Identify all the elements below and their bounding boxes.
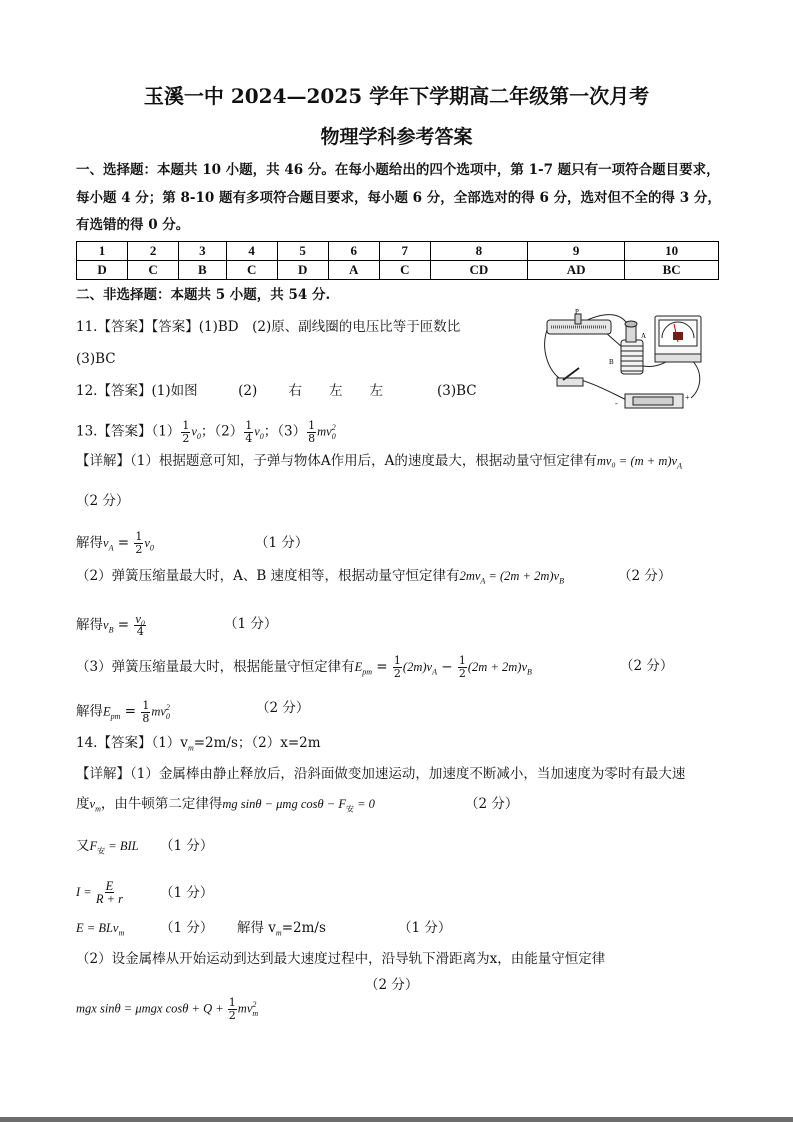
galvanometer-icon xyxy=(655,316,701,362)
q13-detail-5: （3）弹簧压缩量最大时，根据能量守恒定律有$E_{pm}$ = $\frac{1}{2}$ $(2m)v_A$ − $\frac{1}{2}$ $(2m + 2m)v_B$ xyxy=(76,654,532,680)
fraction: $\frac{1}{4}$ xyxy=(245,418,253,445)
q14-detail-2: 又$F_安$ = BIL xyxy=(76,838,139,856)
table-row-numbers xyxy=(77,242,719,261)
q13-detail-4: 解得$v_B$ = $\frac{\text{v₀}}{4}$ xyxy=(76,612,146,638)
page-title: 玉溪一中 2024—2025 学年下学期高二年级第一次月考 xyxy=(143,84,650,108)
q14-detail-4-score-2: （1 分） xyxy=(398,920,452,936)
q13-detail-5-score: （2 分） xyxy=(620,658,674,674)
q13-detail-6: 解得$E_{pm}$ = $\frac{1}{8}$ $mv^2_0$ xyxy=(76,698,170,725)
table-cell: 8 xyxy=(430,242,527,261)
fraction: $\frac{1}{2}$ xyxy=(182,418,190,445)
q14-detail-6: mgx sinθ = μmgx cosθ + Q + $\frac{1}{2}$ $mv^2_m$ xyxy=(76,995,259,1022)
q14-detail-1b: 度$v_m$，由牛顿第二定律得mg sinθ − μmg $\cos\theta - F_安 = 0$ xyxy=(76,796,375,814)
q14-answer: 14.【答案】$(1)v_m=2m/s$；（2）x=2m xyxy=(76,735,321,753)
table-cell: D xyxy=(77,261,128,280)
table-cell: CD xyxy=(430,261,527,280)
page-bottom-bar xyxy=(0,1117,793,1122)
table-cell: 5 xyxy=(277,242,328,261)
label-minus: - xyxy=(615,399,618,408)
q13-detail-1: 【详解】（1）根据题意可知，子弹与物体A作用后，A的速度最大，根据动量守恒定律有$mv_0 = (m + m)v_A$ xyxy=(76,453,682,471)
q12-line: 12.【答案】(1)如图 (2) 右 左 左 (3)BC xyxy=(76,383,477,399)
q13-detail-1-score: （2 分） xyxy=(76,493,130,509)
q14-detail-1a: 【详解】（1）金属棒由静止释放后，沿斜面做变加速运动，加速度不断减小，当加速度为零时有最大速 xyxy=(76,766,686,782)
q14-detail-6-score: （2 分） xyxy=(365,977,419,993)
label-p: P xyxy=(575,308,579,316)
q13-detail-6-score: （2 分） xyxy=(256,700,310,716)
table-cell: 10 xyxy=(625,242,719,261)
table-cell: 2 xyxy=(128,242,179,261)
label-b: B xyxy=(609,358,614,366)
section1-line-3: 有选错的得 0 分。 xyxy=(76,217,190,233)
q14-detail-3: I = $\frac{E}{R + r}$ xyxy=(76,879,124,906)
table-cell: BC xyxy=(625,261,719,280)
table-row-answers xyxy=(77,261,719,280)
q13-detail-2: 解得$v_A$ = $\frac{1}{2}$ $v_0$ xyxy=(76,530,154,556)
q14-detail-1b-score: （2 分） xyxy=(465,796,519,812)
table-cell: D xyxy=(277,261,328,280)
table-cell: 9 xyxy=(528,242,625,261)
table-cell: C xyxy=(226,261,277,280)
table-cell: 1 xyxy=(77,242,128,261)
q13-detail-2-score: （1 分） xyxy=(255,535,309,551)
q14-detail-4-solve: 解得 $v_m=2m/s$ xyxy=(237,920,326,938)
q13-answer: 13.【答案】（1） $\frac{1}{2}$ $v_0$；（2） $\frac{1}{4}$ $v_0$；（3） $\frac{1}{8}$ $mv^2_0$ xyxy=(76,418,336,445)
q13-answer-prefix: 13.【答案】（1） xyxy=(76,423,181,440)
fraction: $\frac{1}{8}$ xyxy=(308,418,316,445)
q13-detail-3: （2）弹簧压缩量最大时，A、B 速度相等，根据动量守恒定律有$2mv_A = (2m + 2m)v_B$ xyxy=(76,568,564,586)
coil-icon xyxy=(621,321,643,374)
rheostat-icon xyxy=(547,314,611,334)
q11-line-2: (3)BC xyxy=(76,351,116,367)
label-plus: + xyxy=(685,393,690,402)
q14-detail-3-score: （1 分） xyxy=(160,885,214,901)
section2-heading: 二、非选择题：本题共 5 小题，共 54 分. xyxy=(76,287,331,303)
table-cell: A xyxy=(328,261,379,280)
q11-line-1: 11.【答案】【答案】(1)BD (2)原、副线圈的电压比等于匝数比 xyxy=(76,319,461,335)
table-cell: 6 xyxy=(328,242,379,261)
section1-line-1: 一、选择题：本题共 10 小题，共 46 分。在每小题给出的四个选项中，第 1-7 题只有一项符合题目要求， xyxy=(76,162,720,178)
answer-table xyxy=(76,241,719,280)
table-cell: C xyxy=(379,261,430,280)
section1-line-2: 每小题 4 分；第 8-10 题有多项符合题目要求，每小题 6 分，全部选对的得 6 分，选对但不全的得 3 分， xyxy=(76,190,721,206)
q13-detail-4-score: （1 分） xyxy=(224,616,278,632)
label-a: A xyxy=(641,332,647,340)
table-cell: 4 xyxy=(226,242,277,261)
q13-detail-3-score: （2 分） xyxy=(618,568,672,584)
q14-detail-2-score: （1 分） xyxy=(160,838,214,854)
battery-icon xyxy=(625,394,683,408)
table-cell: 7 xyxy=(379,242,430,261)
q14-detail-4-score: （1 分） xyxy=(160,920,214,936)
switch-icon xyxy=(557,368,583,386)
page-subtitle: 物理学科参考答案 xyxy=(320,126,473,148)
q14-detail-4: E = BLv$_m$ xyxy=(76,921,125,938)
table-cell: AD xyxy=(528,261,625,280)
table-cell: 3 xyxy=(179,242,227,261)
var-v: v xyxy=(191,424,197,439)
table-cell: B xyxy=(179,261,227,280)
q14-detail-5: （2）设金属棒从开始运动到达到最大速度过程中，沿导轨下滑距离为x，由能量守恒定律 xyxy=(76,951,606,967)
circuit-figure xyxy=(541,308,711,413)
table-cell: C xyxy=(128,261,179,280)
